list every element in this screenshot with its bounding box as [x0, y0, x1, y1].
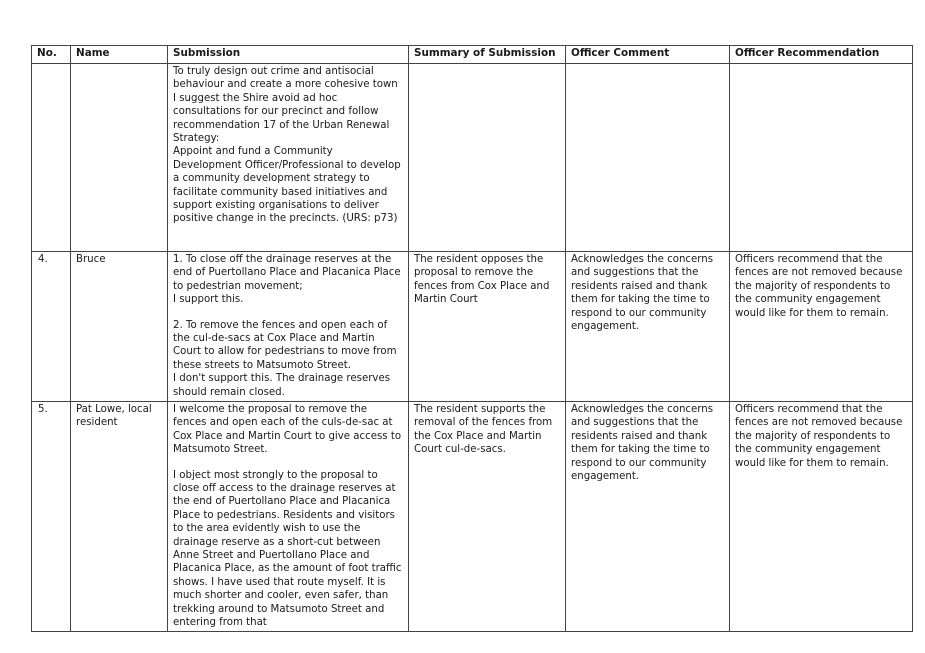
row-officer-comment: Acknowledges the concerns and suggestions that the residents raised and thank them for taking the time to respond to our community engagement.: [566, 402, 730, 632]
row-submission: [168, 402, 409, 632]
row-officer-comment: [566, 64, 730, 252]
submission-paragraph: I welcome the proposal to remove the fences and open each of the culs-de-sac at Cox Place and Martin Court to give access to Matsumoto Street.: [173, 404, 402, 456]
table-row: [32, 64, 913, 252]
header-summary: Summary of Submission: [409, 46, 566, 64]
row-submission: [168, 64, 409, 252]
header-submission: Submission: [168, 46, 409, 64]
table-row: [32, 252, 913, 402]
row-officer-comment: Acknowledges the concerns and suggestions that the residents raised and thank them for taking the time to respond to our community engagement.: [566, 252, 730, 402]
header-officer-recommendation: Officer Recommendation: [730, 46, 913, 64]
submission-paragraph: I support this.: [173, 294, 244, 306]
submission-paragraph: 1. To close off the drainage reserves at the end of Puertollano Place and Placanica Place to pedestrian movement;: [173, 254, 401, 292]
row-number: 5.: [32, 402, 71, 632]
row-summary: The resident supports the removal of the fences from the Cox Place and Martin Court cul-de-sacs.: [409, 402, 566, 632]
header-row: [32, 46, 913, 64]
row-name: [71, 64, 168, 252]
row-number: [32, 64, 71, 252]
submission-paragraph: I don't support this. The drainage reserves should remain closed.: [173, 373, 391, 398]
submissions-page: [31, 45, 913, 632]
header-name: Name: [71, 46, 168, 64]
header-no: No.: [32, 46, 71, 64]
paragraph-gap: [173, 307, 403, 319]
submission-paragraph: Appoint and fund a Community Development Officer/Professional to develop a community development strategy to facilitate community based initiatives and support existing organisations to deliver positive change in the precincts. (URS: p73): [173, 146, 401, 225]
row-summary: [409, 64, 566, 252]
paragraph-gap: [173, 457, 403, 469]
submission-paragraph: To truly design out crime and antisocial behaviour and create a more cohesive town I suggest the Shire avoid ad hoc consultations for our precinct and follow recommendation 17 of the Urban Renewal Strategy:: [173, 66, 398, 145]
row-submission: [168, 252, 409, 402]
row-number: 4.: [32, 252, 71, 402]
table-row: [32, 402, 913, 632]
submission-paragraph: 2. To remove the fences and open each of the cul-de-sacs at Cox Place and Martin Court to allow for pedestrians to move from these streets to Matsumoto Street.: [173, 319, 397, 371]
row-name: Bruce: [71, 252, 168, 402]
row-officer-recommendation: [730, 64, 913, 252]
header-officer-comment: Officer Comment: [566, 46, 730, 64]
submissions-table: [31, 45, 913, 632]
submission-clip: [173, 403, 403, 629]
submission-paragraph: I object most strongly to the proposal to close off access to the drainage reserves at the end of Puertollano Place and Placanica Place to pedestrians. Residents and visitors to the area evidently wish to use the drainage reserve as a short-cut between Anne Street and Puertollano Place and Placanica Place, as the amount of foot traffic shows. I have used that route myself. It is much shorter and cooler, even safer, than trekking around to Matsumoto Street and entering from that: [173, 469, 402, 629]
row-name: Pat Lowe, local resident: [71, 402, 168, 632]
row-summary: The resident opposes the proposal to remove the fences from Cox Place and Martin Court: [409, 252, 566, 402]
row-officer-recommendation: Officers recommend that the fences are not removed because the majority of respondents to the community engagement would like for them to remain.: [730, 402, 913, 632]
row-officer-recommendation: Officers recommend that the fences are not removed because the majority of respondents to the community engagement would like for them to remain.: [730, 252, 913, 402]
